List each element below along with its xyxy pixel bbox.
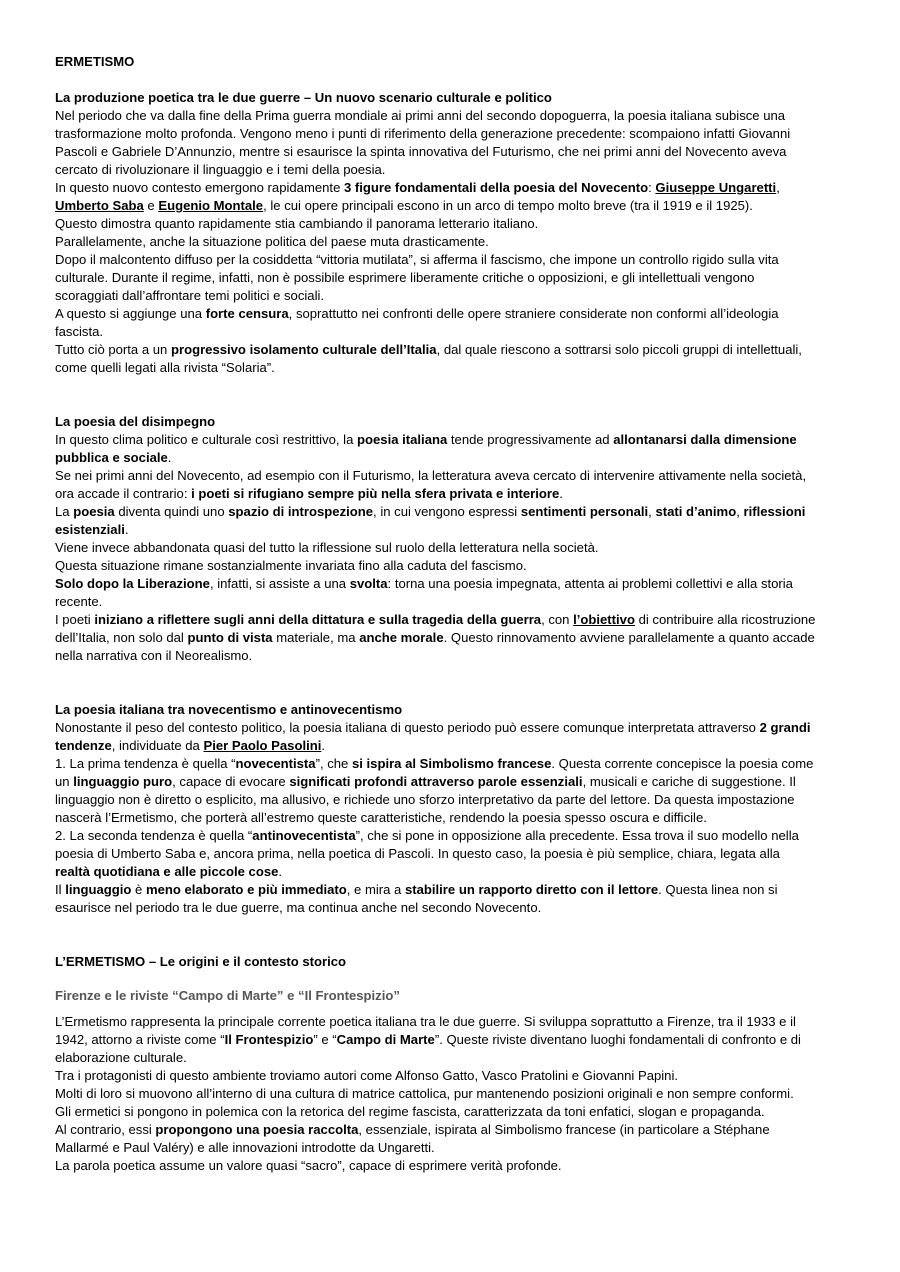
bold-text: stabilire un rapporto diretto con il lettore xyxy=(404,882,659,897)
bold-text: pubblica e sociale xyxy=(55,450,168,465)
text-run: , soprattutto nei confronti delle opere straniere considerate non conformi all’ideologia xyxy=(288,306,779,321)
paragraph-line xyxy=(55,341,855,359)
text-run: è xyxy=(131,882,146,897)
text-run: , capace di evocare xyxy=(172,774,290,789)
paragraph-line: nella narrativa con il Neorealismo. xyxy=(55,648,253,663)
text-run: , con xyxy=(541,612,574,627)
text-run: . Questo rinnovamento avviene parallelamente a quanto accade xyxy=(443,630,815,645)
text-run: tende progressivamente ad xyxy=(447,432,614,447)
paragraph-line: La parola poetica assume un valore quasi “sacro”, capace di esprimere verità profonde. xyxy=(55,1158,562,1173)
text-run: A questo si aggiunge una xyxy=(55,306,206,321)
text-run: , essenziale, ispirata al Simbolismo francese (in particolare a Stéphane xyxy=(358,1122,770,1137)
paragraph-line xyxy=(55,305,855,323)
bold-text: antinovecentista xyxy=(252,828,356,843)
paragraph-line: Parallelamente, anche la situazione politica del paese muta drasticamente. xyxy=(55,234,489,249)
spacer xyxy=(55,71,855,89)
text-run: ”. Queste riviste diventano luoghi fondamentali di confronto e di xyxy=(434,1032,801,1047)
bold-text: Il Frontespizio xyxy=(224,1032,314,1047)
text-run: In questo nuovo contesto emergono rapidamente xyxy=(55,180,344,195)
text-run: , musicali e cariche di suggestione. Il xyxy=(582,774,796,789)
bold-text: tendenze xyxy=(55,738,112,753)
paragraph-line: linguaggio non è diretto o esplicito, ma allusivo, e richiede uno sforzo interpretativo da parte del lettore. Da questa impostazione xyxy=(55,792,795,807)
link-saba[interactable]: Umberto Saba xyxy=(55,198,144,213)
bold-text: esistenziali xyxy=(55,522,125,537)
text-run: dell’Italia, non solo dal xyxy=(55,630,188,645)
section-heading: La poesia del disimpegno xyxy=(55,414,216,429)
text-run: Nonostante il peso del contesto politico, la poesia italiana di questo periodo può essere comunque interpretata attraverso xyxy=(55,720,760,735)
text-run: . xyxy=(124,522,129,537)
paragraph-line: recente. xyxy=(55,594,103,609)
bold-text: novecentista xyxy=(235,756,316,771)
bold-text: meno elaborato e più immediato xyxy=(145,882,347,897)
bold-text: poesia italiana xyxy=(357,432,448,447)
text-run: materiale, ma xyxy=(272,630,360,645)
paragraph-line xyxy=(55,773,855,791)
text-run: ” e “ xyxy=(313,1032,337,1047)
spacer xyxy=(55,377,855,413)
paragraph-line: Questo dimostra quanto rapidamente stia cambiando il panorama letterario italiano. xyxy=(55,216,539,231)
bold-text: 2 grandi xyxy=(759,720,811,735)
paragraph-line xyxy=(55,503,855,521)
section-heading: La poesia italiana tra novecentismo e antinovecentismo xyxy=(55,702,403,717)
paragraph-line xyxy=(55,449,855,467)
bold-text: si ispira al Simbolismo francese xyxy=(351,756,552,771)
bold-text: Campo di Marte xyxy=(336,1032,435,1047)
paragraph-line xyxy=(55,881,855,899)
text-run: 2. La seconda tendenza è quella “ xyxy=(55,828,253,843)
section-novecentismo xyxy=(55,701,855,917)
paragraph-line: cercato di rivoluzionare il linguaggio e i temi della poesia. xyxy=(55,162,386,177)
paragraph-line: culturale. Durante il regime, infatti, non è possibile esprimere liberamente critiche o opposizioni, e gli intellettuali vengono xyxy=(55,270,755,285)
paragraph-line xyxy=(55,737,855,755)
paragraph-line: Se nei primi anni del Novecento, ad esempio con il Futurismo, la letteratura aveva cercato di intervenire attivamente nella società, xyxy=(55,468,807,483)
section-poesia-disimpegno xyxy=(55,413,855,665)
text-run: , le cui opere principali escono in un arco di tempo molto breve (tra il 1919 e il 1925). xyxy=(263,198,753,213)
paragraph-line xyxy=(55,719,855,737)
paragraph-line xyxy=(55,863,855,881)
paragraph-line: Tra i protagonisti di questo ambiente troviamo autori come Alfonso Gatto, Vasco Pratolini e Giovanni Papini. xyxy=(55,1068,679,1083)
bold-text: Solo dopo la Liberazione xyxy=(55,576,210,591)
paragraph-line: esaurisce nel periodo tra le due guerre, ma continua anche nel secondo Novecento. xyxy=(55,900,542,915)
paragraph-line: Nel periodo che va dalla fine della Prima guerra mondiale ai primi anni del secondo dopoguerra, la poesia italiana subisce una xyxy=(55,108,786,123)
section-produzione-poetica xyxy=(55,89,855,377)
section-subheading: Firenze e le riviste “Campo di Marte” e “Il Frontespizio” xyxy=(55,988,400,1003)
text-run: : torna una poesia impegnata, attenta ai problemi collettivi e alla storia xyxy=(387,576,793,591)
text-run: , xyxy=(776,180,780,195)
spacer xyxy=(55,917,855,953)
paragraph-line: Pascoli e Gabriele D’Annunzio, mentre si esaurisce la spinta innovativa del Futurismo, che nei primi anni del Novecento aveva xyxy=(55,144,787,159)
paragraph-line: Viene invece abbandonata quasi del tutto la riflessione sul ruolo della letteratura nella società. xyxy=(55,540,599,555)
paragraph-line xyxy=(55,575,855,593)
bold-text: linguaggio xyxy=(65,882,132,897)
paragraph-line: scoraggiati dall’affrontare temi politici e sociali. xyxy=(55,288,325,303)
paragraph-line: nascerà l’Ermetismo, che porterà all’estremo queste caratteristiche, rendendo la poesia spesso oscura e difficile. xyxy=(55,810,707,825)
bold-text: allontanarsi dalla dimensione xyxy=(613,432,797,447)
bold-text: i poeti si rifugiano sempre più nella sfera privata e interiore xyxy=(191,486,560,501)
link-montale[interactable]: Eugenio Montale xyxy=(158,198,264,213)
text-run: Il xyxy=(55,882,66,897)
text-run: , xyxy=(736,504,744,519)
paragraph-line: Questa situazione rimane sostanzialmente invariata fino alla caduta del fascismo. xyxy=(55,558,527,573)
link-obiettivo[interactable]: l’obiettivo xyxy=(573,612,635,627)
text-run: . xyxy=(278,864,283,879)
paragraph-line xyxy=(55,197,855,215)
paragraph-line: Gli ermetici si pongono in polemica con la retorica del regime fascista, caratterizzata da toni enfatici, slogan e propaganda. xyxy=(55,1104,765,1119)
text-run: . xyxy=(321,738,326,753)
document-page xyxy=(55,53,855,1175)
paragraph-line xyxy=(55,485,855,503)
text-run: . Questa linea non si xyxy=(658,882,778,897)
text-run: e xyxy=(143,198,159,213)
text-run: I poeti xyxy=(55,612,95,627)
paragraph-line: fascista. xyxy=(55,324,104,339)
text-run: 1942, attorno a riviste come “ xyxy=(55,1032,225,1047)
paragraph-line xyxy=(55,179,855,197)
text-run: , dal quale riescono a sottrarsi solo piccoli gruppi di intellettuali, xyxy=(436,342,802,357)
paragraph-line xyxy=(55,827,855,845)
bold-text: anche morale xyxy=(359,630,444,645)
bold-text: riflessioni xyxy=(743,504,806,519)
text-run: . Questa corrente concepisce la poesia come xyxy=(551,756,814,771)
text-run: ”, che xyxy=(315,756,352,771)
text-run: , e mira a xyxy=(346,882,405,897)
link-ungaretti[interactable]: Giuseppe Ungaretti xyxy=(655,180,777,195)
paragraph-line xyxy=(55,611,855,629)
paragraph-line xyxy=(55,1121,855,1139)
bold-text: realtà quotidiana e alle piccole cose xyxy=(55,864,279,879)
paragraph-line xyxy=(55,521,855,539)
text-run: Tutto ciò porta a un xyxy=(55,342,171,357)
bold-text: iniziano a riflettere sugli anni della dittatura e sulla tragedia della guerra xyxy=(94,612,542,627)
paragraph-line: Dopo il malcontento diffuso per la cosiddetta “vittoria mutilata”, si afferma il fascismo, che impone un controllo rigido sulla vita xyxy=(55,252,779,267)
paragraph-line: Molti di loro si muovono all’interno di una cultura di matrice cattolica, pur mantenendo posizioni originali e non sempre conformi. xyxy=(55,1086,794,1101)
spacer xyxy=(55,971,855,981)
bold-text: significati profondi attraverso parole essenziali xyxy=(289,774,583,789)
paragraph-line xyxy=(55,431,855,449)
text-run: , individuate da xyxy=(111,738,204,753)
bold-text: linguaggio puro xyxy=(73,774,173,789)
bold-text: punto di vista xyxy=(187,630,273,645)
text-run: 1. La prima tendenza è quella “ xyxy=(55,756,236,771)
paragraph-line xyxy=(55,1031,855,1049)
bold-text: stati d’animo xyxy=(655,504,737,519)
text-run: : xyxy=(648,180,656,195)
text-run: Al contrario, essi xyxy=(55,1122,156,1137)
text-run: , in cui vengono espressi xyxy=(373,504,521,519)
paragraph-line: poesia di Umberto Saba e, ancora prima, nella poetica di Pascoli. In questo caso, la poesia è più semplice, chiara, legata alla xyxy=(55,846,780,861)
paragraph-line xyxy=(55,755,855,773)
bold-text: 3 figure fondamentali della poesia del Novecento xyxy=(343,180,649,195)
bold-text: spazio di introspezione xyxy=(228,504,374,519)
text-run: diventa quindi uno xyxy=(114,504,229,519)
text-run: . xyxy=(559,486,563,501)
paragraph-line: come quelli legati alla rivista “Solaria”. xyxy=(55,360,275,375)
text-run: , xyxy=(648,504,656,519)
paragraph-line: Mallarmé e Paul Valéry) e alle innovazioni introdotte da Ungaretti. xyxy=(55,1140,435,1155)
bold-text: progressivo isolamento culturale dell’Italia xyxy=(170,342,437,357)
text-run: ora accade il contrario: xyxy=(55,486,192,501)
section-heading: La produzione poetica tra le due guerre – Un nuovo scenario culturale e politico xyxy=(55,90,552,105)
link-pasolini[interactable]: Pier Paolo Pasolini xyxy=(203,738,322,753)
bold-text: propongono una poesia raccolta xyxy=(155,1122,359,1137)
text-run: In questo clima politico e culturale così restrittivo, la xyxy=(55,432,358,447)
section-heading: L’ERMETISMO – Le origini e il contesto storico xyxy=(55,954,347,969)
text-run: ”, che si pone in opposizione alla precedente. Essa trova il suo modello nella xyxy=(355,828,799,843)
paragraph-line xyxy=(55,629,855,647)
text-run: , infatti, si assiste a una xyxy=(209,576,350,591)
section-ermetismo-origini xyxy=(55,953,855,1175)
bold-text: forte censura xyxy=(205,306,289,321)
text-run: un xyxy=(55,774,74,789)
paragraph-line: trasformazione molto profonda. Vengono meno i punti di riferimento della generazione precedente: scompaiono infatti Giovanni xyxy=(55,126,791,141)
bold-text: svolta xyxy=(349,576,388,591)
document-title: ERMETISMO xyxy=(55,54,135,69)
bold-text: poesia xyxy=(73,504,115,519)
text-run: La xyxy=(55,504,74,519)
paragraph-line: elaborazione culturale. xyxy=(55,1050,187,1065)
bold-text: sentimenti personali xyxy=(520,504,649,519)
spacer xyxy=(55,665,855,701)
paragraph-line: L’Ermetismo rappresenta la principale corrente poetica italiana tra le due guerre. Si sviluppa soprattutto a Firenze, tra il 1933 e il xyxy=(55,1014,796,1029)
text-run: di contribuire alla ricostruzione xyxy=(634,612,816,627)
text-run: . xyxy=(167,450,172,465)
